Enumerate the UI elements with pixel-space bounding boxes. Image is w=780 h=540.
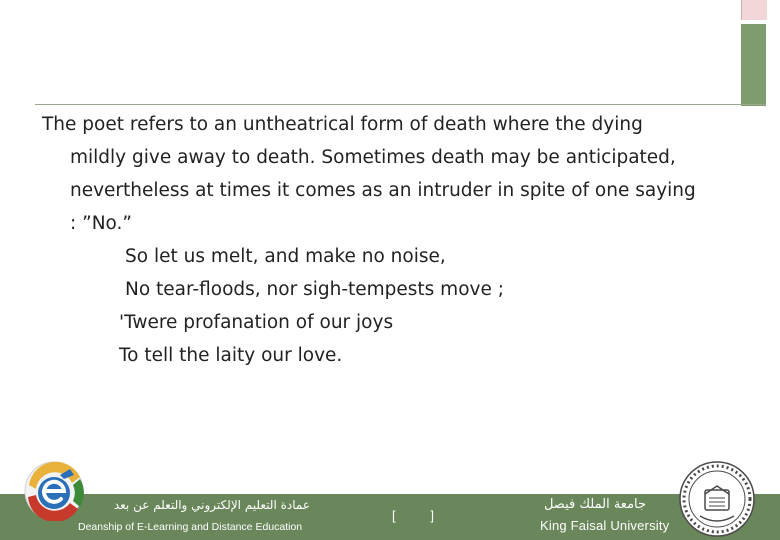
university-english-name: King Faisal University xyxy=(540,518,670,533)
verse-line: No tear-floods, nor sigh-tempests move ; xyxy=(125,279,504,300)
verse-line: 'Twere profanation of our joys xyxy=(119,312,394,333)
slide-body xyxy=(42,108,742,372)
paragraph-line: mildly give away to death. Sometimes death may be anticipated, xyxy=(70,147,676,168)
paragraph-line: : ”No.” xyxy=(70,213,132,234)
verse-line: To tell the laity our love. xyxy=(119,345,343,366)
page-bracket-close: ] xyxy=(430,508,434,523)
page-bracket-open: [ xyxy=(392,508,396,523)
paragraph-line: The poet refers to an untheatrical form of death where the dying xyxy=(42,114,643,135)
header-divider xyxy=(35,104,766,105)
accent-pink-block xyxy=(741,0,767,20)
paragraph-line: nevertheless at times it comes as an intruder in spite of one saying xyxy=(70,180,696,201)
deanship-arabic-name: عمادة التعليم الإلكتروني والتعلم عن بعد xyxy=(113,498,310,512)
university-seal-logo xyxy=(678,460,756,538)
university-arabic-name: جامعة الملك فيصل xyxy=(543,497,647,512)
accent-green-block xyxy=(741,24,766,106)
verse-line: So let us melt, and make no noise, xyxy=(125,246,446,267)
page-number-slot xyxy=(392,508,434,523)
deanship-english-name: Deanship of E-Learning and Distance Education xyxy=(78,521,303,533)
